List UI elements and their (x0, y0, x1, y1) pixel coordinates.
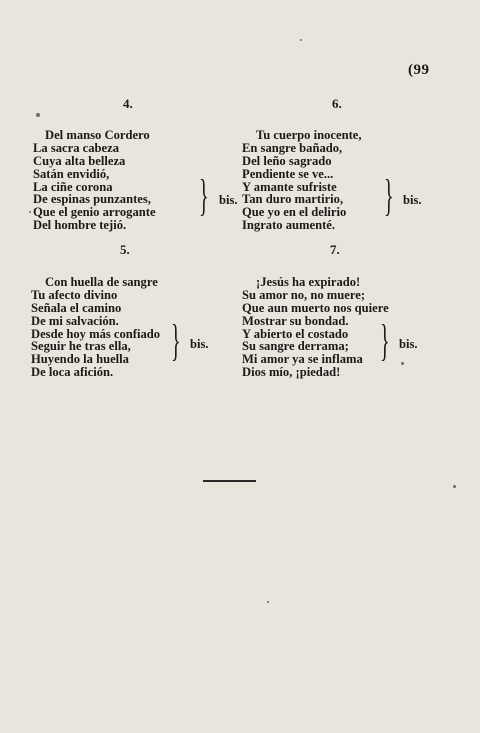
brace-icon: } (384, 171, 394, 220)
verse-line: Que yo en el delirio (242, 205, 347, 220)
stanza-number: 5. (120, 242, 130, 257)
verse-line: Tu afecto divino (31, 287, 118, 302)
brace-icon: } (199, 171, 209, 220)
paper-speck (267, 601, 269, 603)
verse-line: Y abierto el costado (242, 326, 349, 341)
stanza-text (33, 129, 156, 232)
refrain-mark: bis. (403, 193, 422, 207)
verse-line: Pendiente se ve... (242, 166, 334, 181)
refrain-mark: bis. (399, 337, 418, 351)
stanza-number: 7. (330, 242, 340, 257)
verse-line: Mostrar su bondad. (242, 313, 349, 328)
paper-speck (401, 362, 404, 365)
verse-line: La ciñe corona (33, 179, 113, 194)
stanza-number: 4. (123, 96, 133, 111)
brace-icon: } (171, 316, 181, 365)
paper-speck (29, 211, 31, 213)
verse-line: Y amante sufriste (242, 179, 337, 194)
verse-line: Dios mío, ¡piedad! (242, 365, 341, 380)
verse-line: Su amor no, no muere; (242, 287, 366, 302)
refrain-mark: bis. (190, 337, 209, 351)
horizontal-rule (203, 480, 256, 482)
stanza-number: 6. (332, 96, 342, 111)
verse-line: Cuya alta belleza (33, 153, 126, 168)
verse-line: Mi amor ya se inflama (242, 352, 363, 367)
refrain-mark: bis. (219, 193, 238, 207)
verse-line: Tu cuerpo inocente, (256, 128, 362, 142)
stanza-text (242, 129, 362, 232)
verse-line: Con huella de sangre (45, 275, 158, 289)
verse-line: ¡Jesús ha expirado! (256, 275, 361, 289)
verse-line: Del hombre tejió. (33, 218, 127, 233)
verse-line: Huyendo la huella (31, 352, 129, 367)
paper-speck (453, 485, 456, 488)
verse-line: Su sangre derrama; (242, 339, 349, 354)
paper-speck (36, 113, 40, 117)
verse-line: De loca afición. (31, 365, 114, 380)
brace-icon: } (380, 316, 390, 365)
verse-line: En sangre bañado, (242, 140, 343, 155)
page-number: (99 (408, 62, 430, 78)
verse-line: De espinas punzantes, (33, 192, 151, 207)
verse-line: Que aun muerto nos quiere (242, 300, 389, 315)
paper-speck (300, 39, 302, 41)
verse-line: Del manso Cordero (45, 128, 150, 142)
verse-line: Que el genio arrogante (33, 205, 156, 220)
verse-line: Desde hoy más confiado (31, 326, 161, 341)
verse-line: Seguir he tras ella, (31, 339, 131, 354)
verse-line: De mi salvación. (31, 313, 119, 328)
stanza-text (31, 276, 160, 379)
stanza-text (242, 276, 389, 379)
verse-line: Satán envidió, (33, 166, 110, 181)
verse-line: La sacra cabeza (33, 140, 120, 155)
verse-line: Del leño sagrado (242, 153, 332, 168)
verse-line: Ingrato aumenté. (242, 218, 336, 233)
verse-line: Tan duro martirio, (242, 192, 344, 207)
verse-line: Señala el camino (31, 300, 122, 315)
